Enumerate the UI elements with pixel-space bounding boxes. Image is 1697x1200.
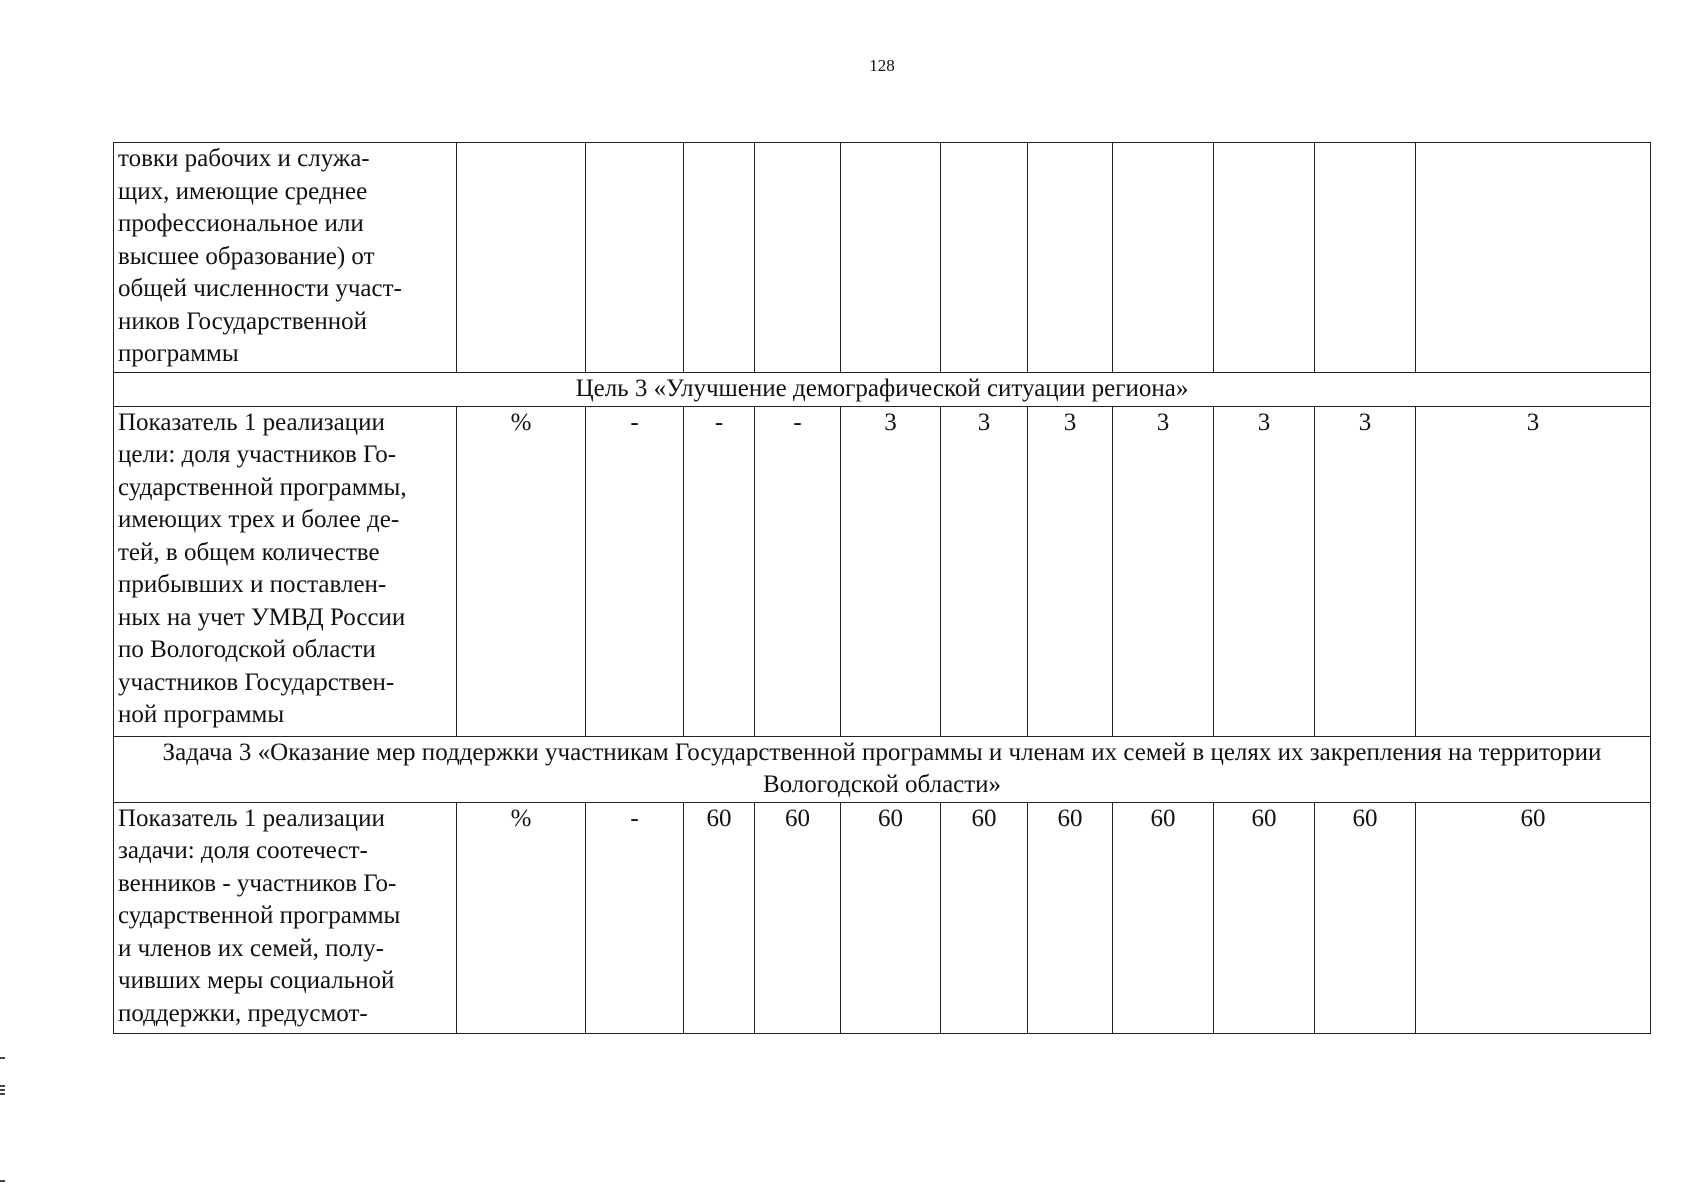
table-row bbox=[114, 802, 1651, 1033]
value-cell: 3 bbox=[1214, 406, 1315, 736]
value-cell bbox=[1028, 143, 1113, 373]
value-cell bbox=[1214, 143, 1315, 373]
value-cell: 60 bbox=[1214, 802, 1315, 1033]
value-cell bbox=[841, 143, 941, 373]
value-cell bbox=[684, 143, 755, 373]
table-row bbox=[114, 143, 1651, 373]
value-cell: 3 bbox=[1028, 406, 1113, 736]
margin-mark bbox=[0, 1057, 5, 1059]
value-cell: 60 bbox=[1028, 802, 1113, 1033]
section-heading: Задача 3 «Оказание мер поддержки участникам Государственной программы и членам их семей в целях их закрепления на территории Вологодской области» bbox=[114, 736, 1651, 802]
indicators-table bbox=[113, 142, 1651, 1034]
section-row bbox=[114, 736, 1651, 802]
value-cell: 60 bbox=[1416, 802, 1651, 1033]
value-cell: 3 bbox=[1416, 406, 1651, 736]
unit-cell bbox=[457, 143, 586, 373]
value-cell: 60 bbox=[755, 802, 841, 1033]
page-number: 128 bbox=[869, 56, 895, 75]
value-cell: 60 bbox=[1315, 802, 1416, 1033]
unit-cell: % bbox=[457, 802, 586, 1033]
value-cell bbox=[755, 143, 841, 373]
margin-mark bbox=[0, 1180, 5, 1182]
value-cell bbox=[586, 143, 684, 373]
value-cell bbox=[941, 143, 1028, 373]
value-cell: 60 bbox=[841, 802, 941, 1033]
value-cell: - bbox=[755, 406, 841, 736]
value-cell: 3 bbox=[841, 406, 941, 736]
indicator-name-cell: товки рабочих и служа- щих, имеющие среднее профессиональное или высшее образование) от общей численности участ- ников Государственной программы bbox=[114, 143, 457, 373]
value-cell bbox=[1315, 143, 1416, 373]
margin-mark bbox=[0, 1093, 5, 1095]
value-cell: 60 bbox=[941, 802, 1028, 1033]
value-cell: 60 bbox=[684, 802, 755, 1033]
value-cell: - bbox=[684, 406, 755, 736]
margin-mark bbox=[0, 1085, 5, 1087]
value-cell: - bbox=[586, 406, 684, 736]
value-cell: 3 bbox=[941, 406, 1028, 736]
unit-cell: % bbox=[457, 406, 586, 736]
value-cell bbox=[1113, 143, 1214, 373]
indicator-name-cell: Показатель 1 реализации задачи: доля соотечест- венников - участников Го- сударственной программы и членов их семей, полу- чивших меры социальной поддержки, предусмот- bbox=[114, 802, 457, 1033]
section-row bbox=[114, 373, 1651, 407]
value-cell: 60 bbox=[1113, 802, 1214, 1033]
section-heading: Цель 3 «Улучшение демографической ситуации региона» bbox=[114, 373, 1651, 407]
margin-mark bbox=[0, 1089, 5, 1091]
indicator-name-cell: Показатель 1 реализации цели: доля участников Го- сударственной программы, имеющих трех и более де- тей, в общем количестве прибывших и поставлен- ных на учет УМВД России по Вологодской области участников Государствен- ной программы bbox=[114, 406, 457, 736]
value-cell: 3 bbox=[1113, 406, 1214, 736]
value-cell: 3 bbox=[1315, 406, 1416, 736]
value-cell bbox=[1416, 143, 1651, 373]
table-row bbox=[114, 406, 1651, 736]
value-cell: - bbox=[586, 802, 684, 1033]
